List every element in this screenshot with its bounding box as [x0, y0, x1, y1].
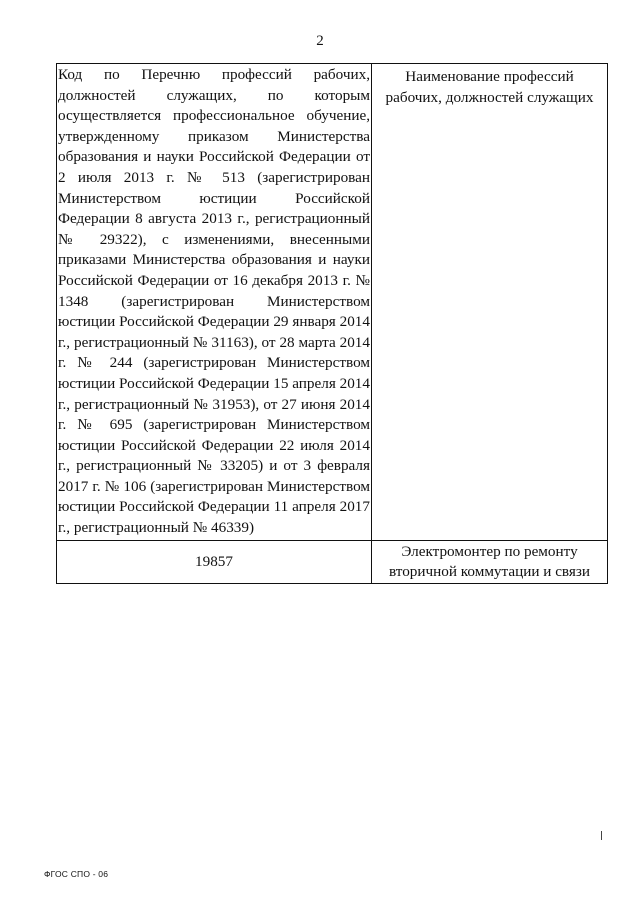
scan-speck: [601, 831, 602, 840]
table-row: [57, 540, 608, 583]
header-code-column: Код по Перечню профессий рабочих, должностей служащих, по которым осуществляется профессиональное обучение, утвержденному приказом Министерства образования и науки Российской Федерации от 2 июля 2013 г. № 513 (зарегистрирован Министерством юстиции Российской Федерации 8 августа 2013 г., регистрационный № 29322), с изменениями, внесенными приказами Министерства образования и науки Российской Федерации от 16 декабря 2013 г. № 1348 (зарегистрирован Министерством юстиции Российской Федерации 29 января 2014 г., регистрационный № 31163), от 28 марта 2014 г. № 244 (зарегистрирован Министерством юстиции Российской Федерации 15 апреля 2014 г., регистрационный № 31953), от 27 июня 2014 г. № 695 (зарегистрирован Министерством юстиции Российской Федерации 22 июля 2014 г., регистрационный № 33205) и от 3 февраля 2017 г. № 106 (зарегистрирован Министерством юстиции Российской Федерации 11 апреля 2017 г., регистрационный № 46339): [57, 64, 372, 541]
table-header-row: [57, 64, 608, 541]
page-number: 2: [316, 33, 324, 49]
header-name-column: Наименование профессий рабочих, должностей служащих: [372, 64, 608, 541]
profession-code: 19857: [57, 540, 372, 583]
profession-name: Электромонтер по ремонту вторичной коммутации и связи: [372, 540, 608, 583]
standard-footer-mark: ФГОС СПО - 06: [44, 869, 109, 879]
profession-table: [56, 63, 608, 584]
